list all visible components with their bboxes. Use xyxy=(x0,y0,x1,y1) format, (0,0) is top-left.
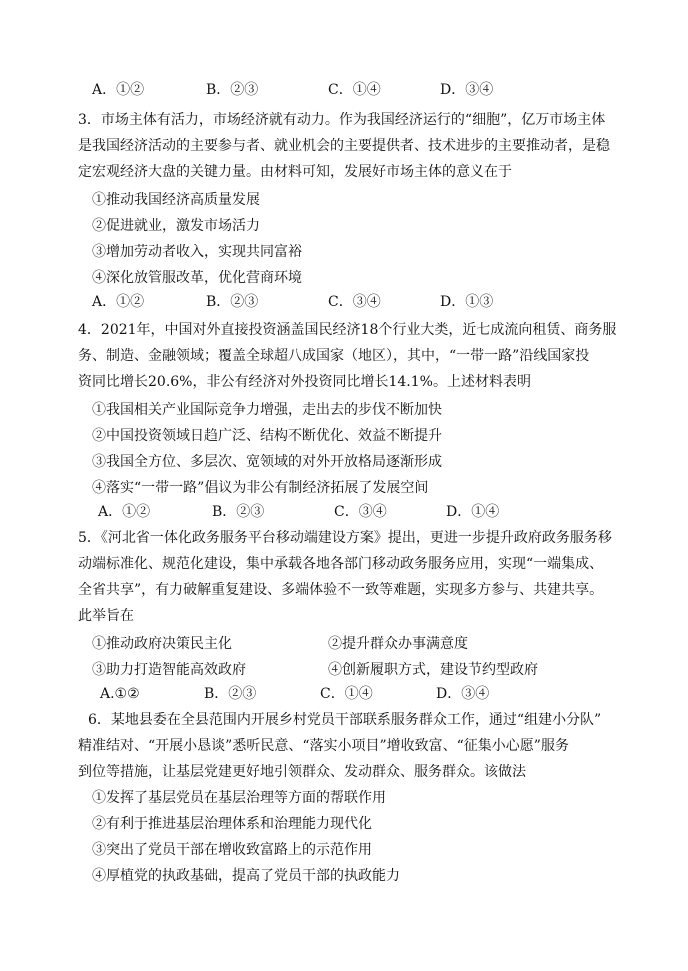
option-a: A．①② xyxy=(92,294,145,310)
question-4-item: ④落实“一带一路”倡议为非公有制经济拓展了发展空间 xyxy=(92,480,429,496)
option-b: B．②③ xyxy=(204,686,257,702)
option-c: C．①④ xyxy=(328,82,381,98)
option-a: A．①② xyxy=(98,504,151,520)
question-3-text: 3．市场主体有活力，市场经济就有动力。作为我国经济运行的“细胞”，亿万市场主体 xyxy=(78,112,606,128)
option-d: D．③④ xyxy=(436,686,490,702)
option-a: A.①② xyxy=(100,686,140,702)
question-6-item: ①发挥了基层党员在基层治理等方面的帮联作用 xyxy=(92,790,386,806)
question-3-item: ④深化放管服改革，优化营商环境 xyxy=(92,270,302,286)
option-d: D．①④ xyxy=(446,504,500,520)
question-3-text: 定宏观经济大盘的关键力量。由材料可知，发展好市场主体的意义在于 xyxy=(78,164,512,180)
question-4-text: 资同比增长20.6%，非公有经济对外投资同比增长14.1%。上述材料表明 xyxy=(78,374,531,390)
option-d: D．①③ xyxy=(440,294,494,310)
question-5-item: ③助力打造智能高效政府 xyxy=(92,662,246,678)
question-5-text: 5．《河北省一体化政务服务平台移动端建设方案》提出，更进一步提升政府政务服务移 xyxy=(78,530,612,546)
question-6-text: 到位等措施，让基层党建更好地引领群众、发动群众、服务群众。该做法 xyxy=(78,764,526,780)
option-b: B．②③ xyxy=(206,82,259,98)
question-4-item: ②中国投资领域日趋广泛、结构不断优化、效益不断提升 xyxy=(92,428,442,444)
question-4-text: 务、制造、金融领域；覆盖全球超八成国家（地区），其中，“一带一路”沿线国家投 xyxy=(78,348,590,364)
question-6-item: ③突出了党员干部在增收致富路上的示范作用 xyxy=(92,842,372,858)
option-a: A．①② xyxy=(92,82,145,98)
question-6-item: ④厚植党的执政基础，提高了党员干部的执政能力 xyxy=(92,868,400,884)
option-c: C．③④ xyxy=(328,294,381,310)
question-4-text: 4．2021年，中国对外直接投资涵盖国民经济18个行业大类，近七成流向租赁、商务服 xyxy=(78,322,617,338)
option-c: C．③④ xyxy=(334,504,387,520)
question-4-item: ①我国相关产业国际竞争力增强，走出去的步伐不断加快 xyxy=(92,402,442,418)
question-5-text: 此举旨在 xyxy=(78,608,134,624)
option-b: B．②③ xyxy=(212,504,265,520)
question-6-text: 6．某地县委在全县范围内开展乡村党员干部联系服务群众工作，通过“组建小分队” xyxy=(88,712,602,728)
question-3-item: ②促进就业，激发市场活力 xyxy=(92,218,260,234)
option-b: B．②③ xyxy=(206,294,259,310)
question-3-text: 是我国经济活动的主要参与者、就业机会的主要提供者、技术进步的主要推动者，是稳 xyxy=(78,138,610,154)
question-6-text: 精准结对、“开展小恳谈”悉听民意、“落实小项目”增收致富、“征集小心愿”服务 xyxy=(78,738,569,754)
question-5-text: 全省共享”，有力破解重复建设、多端体验不一致等难题，实现多方参与、共建共享。 xyxy=(78,582,604,598)
question-5-item: ①推动政府决策民主化 xyxy=(92,636,232,652)
question-3-item: ①推动我国经济高质量发展 xyxy=(92,192,260,208)
option-c: C．①④ xyxy=(320,686,373,702)
question-5-text: 动端标准化、规范化建设，集中承载各地各部门移动政务服务应用，实现“一端集成、 xyxy=(78,556,604,572)
question-5-item: ④创新履职方式，建设节约型政府 xyxy=(328,662,538,678)
question-4-item: ③我国全方位、多层次、宽领域的对外开放格局逐渐形成 xyxy=(92,454,442,470)
option-d: D．③④ xyxy=(440,82,494,98)
question-3-item: ③增加劳动者收入，实现共同富裕 xyxy=(92,244,302,260)
question-5-item: ②提升群众办事满意度 xyxy=(328,636,468,652)
question-6-item: ②有利于推进基层治理体系和治理能力现代化 xyxy=(92,816,372,832)
